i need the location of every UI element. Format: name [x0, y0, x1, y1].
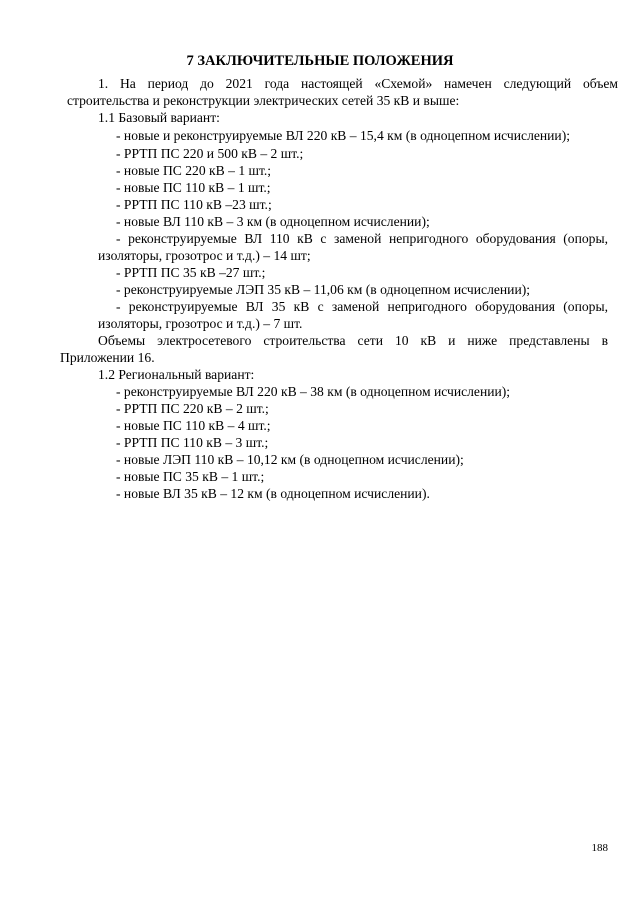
base-variant-item: - новые ПС 110 кВ – 1 шт.; [116, 180, 271, 195]
base-variant-item: - РРТП ПС 110 кВ –23 шт.; [116, 197, 272, 212]
intro-line-1: 1. На период до 2021 года настоящей «Схемой» намечен следующий объем [98, 76, 618, 91]
base-variant-item-continuation: изоляторы, грозотрос и т.д.) – 7 шт. [98, 316, 303, 331]
regional-variant-item: - РРТП ПС 110 кВ – 3 шт.; [116, 435, 269, 450]
base-variant-item: - новые ВЛ 110 кВ – 3 км (в одноцепном исчислении); [116, 214, 430, 229]
regional-variant-item: - новые ЛЭП 110 кВ – 10,12 км (в одноцепном исчислении); [116, 452, 464, 467]
base-variant-item: - новые и реконструируемые ВЛ 220 кВ – 15,4 км (в одноцепном исчислении); [116, 128, 571, 143]
page-number: 188 [591, 842, 608, 854]
note-line-1: Объемы электросетевого строительства сети 10 кВ и ниже представлены в [98, 333, 608, 348]
section-title: 7 ЗАКЛЮЧИТЕЛЬНЫЕ ПОЛОЖЕНИЯ [186, 53, 454, 69]
base-variant-item: - РРТП ПС 35 кВ –27 шт.; [116, 265, 266, 280]
base-variant-item-continuation: изоляторы, грозотрос и т.д.) – 14 шт; [98, 248, 311, 263]
regional-variant-item: - новые ПС 110 кВ – 4 шт.; [116, 418, 271, 433]
intro-line-2: строительства и реконструкции электрических сетей 35 кВ и выше: [67, 93, 460, 108]
regional-variant-item: - новые ПС 35 кВ – 1 шт.; [116, 469, 265, 484]
base-variant-item: - реконструируемые ЛЭП 35 кВ – 11,06 км (в одноцепном исчислении); [116, 282, 531, 297]
base-variant-item: - реконструируемые ВЛ 35 кВ с заменой непригодного оборудования (опоры, [116, 299, 608, 314]
note-line-2: Приложении 16. [60, 350, 155, 365]
regional-variant-heading: 1.2 Региональный вариант: [98, 367, 255, 382]
regional-variant-item: - реконструируемые ВЛ 220 кВ – 38 км (в одноцепном исчислении); [116, 384, 511, 399]
regional-variant-item: - РРТП ПС 220 кВ – 2 шт.; [116, 401, 269, 416]
base-variant-item: - новые ПС 220 кВ – 1 шт.; [116, 163, 272, 178]
base-variant-item: - реконструируемые ВЛ 110 кВ с заменой непригодного оборудования (опоры, [116, 231, 608, 246]
base-variant-item: - РРТП ПС 220 и 500 кВ – 2 шт.; [116, 146, 304, 161]
regional-variant-item: - новые ВЛ 35 кВ – 12 км (в одноцепном исчислении). [116, 486, 430, 501]
base-variant-heading: 1.1 Базовый вариант: [98, 110, 220, 125]
